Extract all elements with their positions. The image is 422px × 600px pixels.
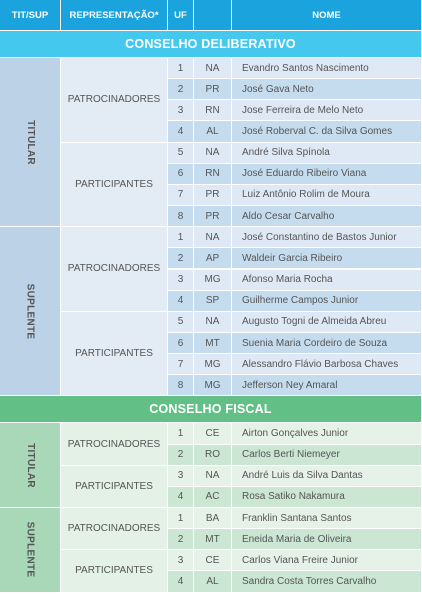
member-name: Carlos Berti Niemeyer bbox=[232, 445, 422, 466]
member-uf: NA bbox=[194, 466, 232, 487]
member-uf: RN bbox=[194, 100, 232, 121]
member-name: Airton Gonçalves Junior bbox=[232, 423, 422, 444]
header-tit-sup: TIT/SUP bbox=[0, 0, 61, 31]
group-label-text: TITULAR bbox=[24, 119, 36, 165]
member-number: 7 bbox=[168, 185, 194, 206]
member-name: Waldeir Garcia Ribeiro bbox=[232, 248, 422, 269]
member-number: 8 bbox=[168, 206, 194, 227]
member-uf: AL bbox=[194, 121, 232, 142]
member-name: Rosa Satiko Nakamura bbox=[232, 487, 422, 508]
member-name: Guilherme Campos Junior bbox=[232, 291, 422, 312]
member-number: 1 bbox=[168, 58, 194, 79]
member-uf: MT bbox=[194, 529, 232, 550]
group-label-text: TITULAR bbox=[24, 442, 36, 488]
member-uf: PR bbox=[194, 79, 232, 100]
member-uf: CE bbox=[194, 550, 232, 571]
member-uf: NA bbox=[194, 143, 232, 164]
member-name: Augusto Togni de Almeida Abreu bbox=[232, 312, 422, 333]
representation-patrocinadores: PATROCINADORES bbox=[61, 423, 168, 465]
member-number: 7 bbox=[168, 354, 194, 375]
member-uf: NA bbox=[194, 312, 232, 333]
member-number: 1 bbox=[168, 508, 194, 529]
member-uf: BA bbox=[194, 508, 232, 529]
group-label-suplente bbox=[0, 508, 61, 593]
member-name: Eneida Maria de Oliveira bbox=[232, 529, 422, 550]
member-name: Luiz Antônio Rolim de Moura bbox=[232, 185, 422, 206]
member-name: José Eduardo Ribeiro Viana bbox=[232, 164, 422, 185]
member-uf: MG bbox=[194, 270, 232, 291]
member-name: André Luis da Silva Dantas bbox=[232, 466, 422, 487]
representation-participantes: PARTICIPANTES bbox=[61, 466, 168, 508]
member-number: 4 bbox=[168, 487, 194, 508]
member-uf: RO bbox=[194, 445, 232, 466]
member-uf: AC bbox=[194, 487, 232, 508]
member-number: 1 bbox=[168, 423, 194, 444]
representation-patrocinadores: PATROCINADORES bbox=[61, 508, 168, 550]
member-name: Afonso Maria Rocha bbox=[232, 270, 422, 291]
member-number: 4 bbox=[168, 571, 194, 592]
member-uf: PR bbox=[194, 206, 232, 227]
section-title-1: CONSELHO FISCAL bbox=[0, 396, 422, 423]
member-name: José Roberval C. da Silva Gomes bbox=[232, 121, 422, 142]
member-name: Alessandro Flávio Barbosa Chaves bbox=[232, 354, 422, 375]
member-name: Jose Ferreira de Melo Neto bbox=[232, 100, 422, 121]
header-representacao: REPRESENTAÇÃO* bbox=[61, 0, 168, 31]
header-uf-code bbox=[194, 0, 232, 31]
member-name: José Constantino de Bastos Junior bbox=[232, 227, 422, 248]
member-name: Franklin Santana Santos bbox=[232, 508, 422, 529]
member-uf: NA bbox=[194, 227, 232, 248]
member-name: Suenia Maria Cordeiro de Souza bbox=[232, 333, 422, 354]
group-label-titular bbox=[0, 423, 61, 508]
representation-participantes: PARTICIPANTES bbox=[61, 312, 168, 397]
member-number: 2 bbox=[168, 79, 194, 100]
member-number: 4 bbox=[168, 121, 194, 142]
member-number: 5 bbox=[168, 143, 194, 164]
member-number: 2 bbox=[168, 445, 194, 466]
member-number: 2 bbox=[168, 529, 194, 550]
representation-patrocinadores: PATROCINADORES bbox=[61, 58, 168, 143]
member-name: Jefferson Ney Amaral bbox=[232, 375, 422, 396]
group-label-suplente bbox=[0, 227, 61, 396]
representation-patrocinadores: PATROCINADORES bbox=[61, 227, 168, 312]
member-name: Sandra Costa Torres Carvalho bbox=[232, 571, 422, 592]
member-number: 3 bbox=[168, 100, 194, 121]
member-uf: PR bbox=[194, 185, 232, 206]
group-label-titular bbox=[0, 58, 61, 227]
member-number: 6 bbox=[168, 164, 194, 185]
member-name: Evandro Santos Nascimento bbox=[232, 58, 422, 79]
group-label-text: SUPLENTE bbox=[24, 283, 36, 340]
member-number: 3 bbox=[168, 466, 194, 487]
member-name: Carlos Viana Freire Junior bbox=[232, 550, 422, 571]
member-uf: AP bbox=[194, 248, 232, 269]
member-uf: CE bbox=[194, 423, 232, 444]
member-uf: MT bbox=[194, 333, 232, 354]
member-number: 3 bbox=[168, 550, 194, 571]
header-nome: NOME bbox=[232, 0, 422, 31]
member-number: 3 bbox=[168, 270, 194, 291]
group-label-text: SUPLENTE bbox=[24, 521, 36, 578]
member-number: 1 bbox=[168, 227, 194, 248]
member-number: 4 bbox=[168, 291, 194, 312]
member-uf: MG bbox=[194, 375, 232, 396]
header-uf: UF bbox=[168, 0, 194, 31]
member-name: André Silva Spínola bbox=[232, 143, 422, 164]
member-uf: RN bbox=[194, 164, 232, 185]
representation-participantes: PARTICIPANTES bbox=[61, 550, 168, 592]
section-title-0: CONSELHO DELIBERATIVO bbox=[0, 31, 422, 58]
member-number: 2 bbox=[168, 248, 194, 269]
member-uf: SP bbox=[194, 291, 232, 312]
member-uf: AL bbox=[194, 571, 232, 592]
representation-participantes: PARTICIPANTES bbox=[61, 143, 168, 228]
member-name: José Gava Neto bbox=[232, 79, 422, 100]
member-uf: MG bbox=[194, 354, 232, 375]
member-number: 8 bbox=[168, 375, 194, 396]
member-number: 5 bbox=[168, 312, 194, 333]
member-uf: NA bbox=[194, 58, 232, 79]
member-name: Aldo Cesar Carvalho bbox=[232, 206, 422, 227]
member-number: 6 bbox=[168, 333, 194, 354]
